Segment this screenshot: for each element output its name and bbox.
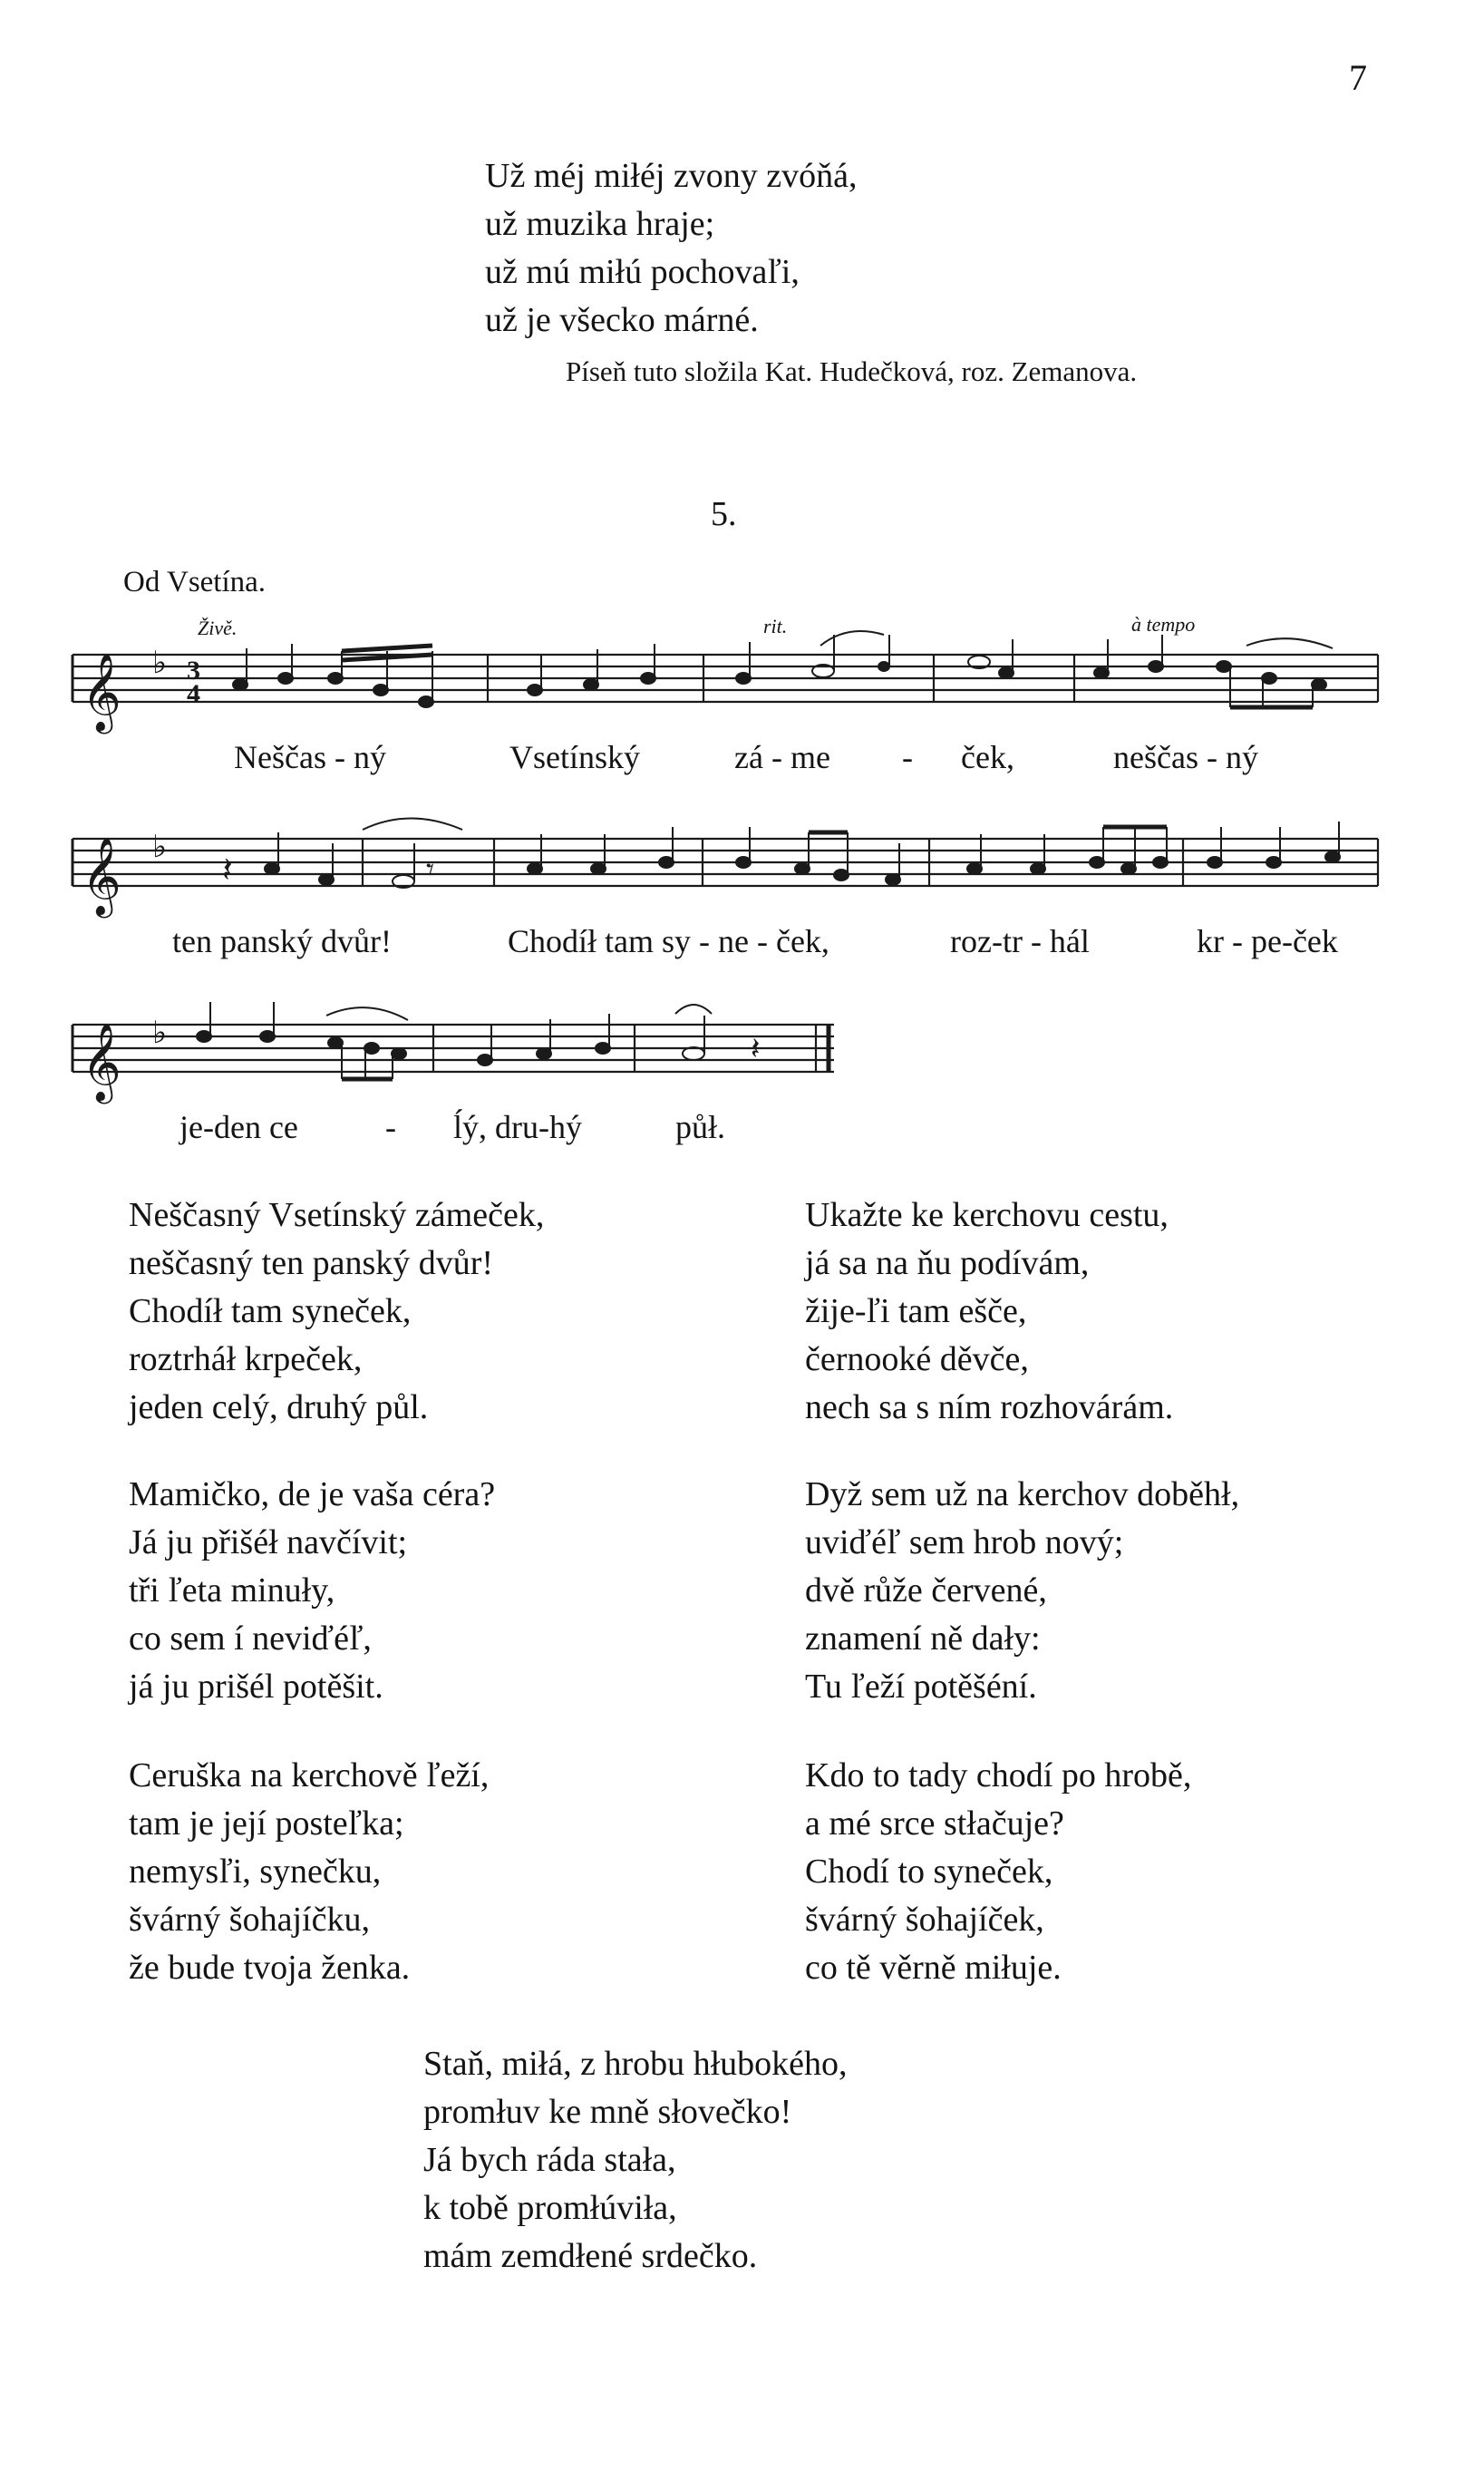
verse-line: nech sa s ním rozhovárám. — [805, 1388, 1174, 1426]
notes-system-1 — [233, 631, 1333, 707]
verse-line: Já ju přišéł navčívit; — [129, 1523, 408, 1561]
lyric-syllable: ĺý, dru-hý — [453, 1109, 582, 1145]
flat-sign: ♭ — [152, 645, 168, 681]
notes-system-3 — [197, 1002, 760, 1079]
verse-line: tam je její posteľka; — [129, 1804, 404, 1843]
verse-line: Mamičko, de je vaša céra? — [129, 1475, 496, 1513]
svg-text:𝄽: 𝄽 — [751, 1031, 761, 1067]
verse-line: černooké děvče, — [805, 1340, 1029, 1378]
stanza-left-2 — [129, 1471, 495, 1711]
verse-line: já ju prišél potěšit. — [129, 1668, 383, 1706]
verse-line: Chodí to syneček, — [805, 1853, 1053, 1891]
tempo-marking: Živě. — [198, 617, 238, 639]
verse-line: znamení ně dały: — [805, 1619, 1041, 1658]
verse-line: Tu ľeží potěšéní. — [805, 1668, 1037, 1706]
lyric-syllable: - — [385, 1109, 396, 1145]
verse-line: Ceruška na kerchově ľeží, — [129, 1756, 490, 1794]
verse-line: Už méj miłéj zvony zvóňá, — [485, 157, 858, 195]
song-number: 5. — [711, 495, 737, 533]
verse-line: už mú miłú pochovaľi, — [485, 253, 800, 291]
verse-line: uviďéľ sem hrob nový; — [805, 1523, 1124, 1561]
verse-line: tři ľeta minuły, — [129, 1571, 335, 1610]
staff-system-2 — [73, 839, 1378, 886]
stanza-right-3 — [805, 1752, 1191, 1992]
verse-line: co tě věrně miłuje. — [805, 1949, 1062, 1987]
verse-line: že bude tvoja ženka. — [129, 1949, 411, 1987]
treble-clef: 𝄞 — [82, 837, 121, 915]
top-stanza — [485, 152, 858, 345]
time-signature-top: 3 — [187, 656, 200, 686]
svg-text:𝄾: 𝄾 — [426, 851, 435, 888]
verse-line: co sem í neviďéľ, — [129, 1619, 372, 1658]
verse-line: Ukažte ke kerchovu cestu, — [805, 1196, 1169, 1234]
verse-line: já sa na ňu podívám, — [805, 1244, 1090, 1282]
treble-clef: 𝄞 — [82, 653, 121, 731]
lyric-syllable: půł. — [675, 1109, 726, 1145]
verse-line: Staň, miłá, z hrobu hłubokého, — [423, 2045, 848, 2083]
song-credit: Píseň tuto složila Kat. Hudečková, roz. Zemanova. — [566, 355, 1138, 387]
verse-line: švárný šohajíčku, — [129, 1901, 370, 1939]
verse-line: jeden celý, druhý půl. — [129, 1388, 429, 1426]
stanza-right-2 — [805, 1471, 1239, 1711]
treble-clef: 𝄞 — [82, 1023, 121, 1101]
lyric-syllable: je-den ce — [179, 1109, 298, 1145]
lyric-syllable: Chodíł tam sy - ne - ček, — [508, 923, 829, 959]
ritardando-marking: rit. — [763, 615, 788, 637]
lyric-syllable: kr - pe-ček — [1197, 923, 1338, 959]
verse-line: roztrháł krpeček, — [129, 1340, 363, 1378]
verse-line: už muzika hraje; — [485, 205, 715, 243]
verse-line: a mé srce stłačuje? — [805, 1804, 1064, 1843]
lyric-syllable: zá - me — [734, 739, 830, 775]
verse-line: mám zemdłené srdečko. — [423, 2237, 758, 2275]
lyric-syllable: ček, — [961, 739, 1014, 775]
staff-system-3 — [73, 1025, 834, 1072]
lyric-syllable: ten panský dvůr! — [172, 923, 392, 959]
verse-line: švárný šohajíček, — [805, 1901, 1044, 1939]
lyric-syllable: neščas - ný — [1113, 739, 1258, 775]
notes-system-2 — [222, 819, 1340, 890]
stanza-left-1 — [129, 1191, 544, 1432]
lyric-syllable: Neščas - ný — [234, 739, 386, 775]
lyric-syllable: - — [902, 739, 913, 775]
verse-line: už je všecko márné. — [485, 301, 759, 339]
staff-system-1 — [73, 655, 1378, 702]
verse-line: promłuv ke mně słovečko! — [423, 2093, 792, 2131]
stanza-final — [423, 2040, 848, 2281]
verse-line: nemysľi, synečku, — [129, 1853, 382, 1891]
verse-line: Dyž sem už na kerchov doběhł, — [805, 1475, 1240, 1513]
lyric-syllable: Vsetínský — [509, 739, 640, 775]
time-signature-bottom: 4 — [187, 679, 200, 709]
verse-line: žije-ľi tam ešče, — [805, 1292, 1027, 1330]
verse-line: Neščasný Vsetínský zámeček, — [129, 1196, 545, 1234]
flat-sign: ♭ — [152, 1015, 168, 1051]
flat-sign: ♭ — [152, 829, 168, 865]
a-tempo-marking: à tempo — [1131, 613, 1196, 636]
svg-text:𝄽: 𝄽 — [222, 850, 233, 890]
song-origin: Od Vsetína. — [123, 566, 267, 598]
stanza-left-3 — [129, 1752, 489, 1992]
verse-line: dvě růže červené, — [805, 1571, 1047, 1610]
verse-line: k tobě promłúviła, — [423, 2189, 677, 2227]
verse-line: neščasný ten panský dvůr! — [129, 1244, 494, 1282]
stanza-right-1 — [805, 1191, 1173, 1432]
verse-line: Chodíł tam syneček, — [129, 1292, 412, 1330]
lyric-syllable: roz-tr - hál — [950, 923, 1090, 959]
verse-line: Kdo to tady chodí po hrobě, — [805, 1756, 1192, 1794]
verse-line: Já bych ráda stała, — [423, 2141, 676, 2179]
page-number: 7 — [1349, 57, 1367, 98]
